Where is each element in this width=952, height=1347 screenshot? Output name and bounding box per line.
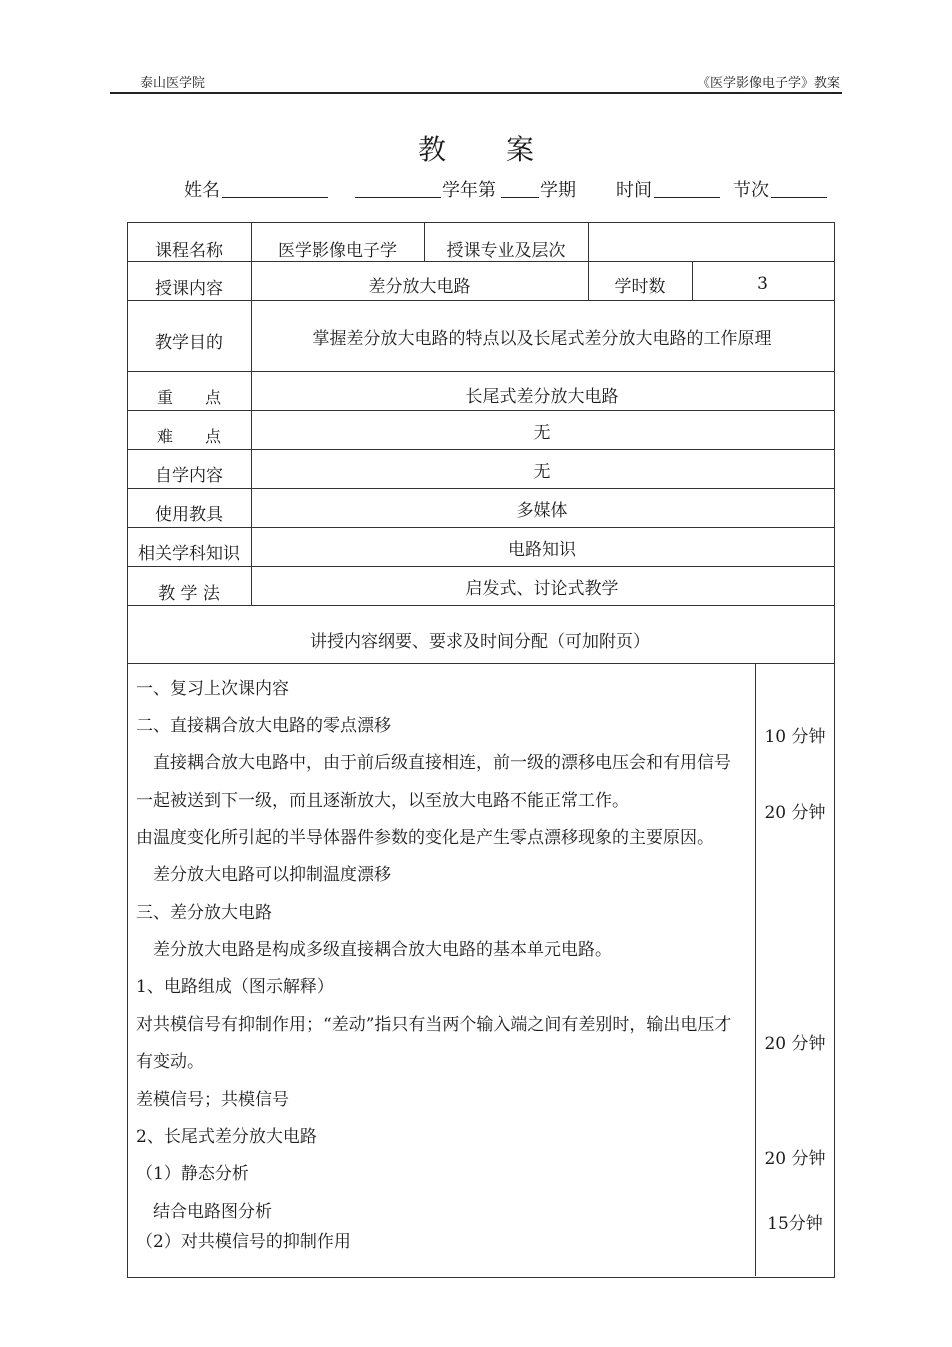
method-value: 启发式、讨论式教学: [465, 578, 619, 599]
self-value: 无: [533, 461, 551, 482]
major-label: 授课专业及层次: [446, 240, 566, 261]
hours-value: 3: [757, 274, 768, 294]
term-blank: [501, 197, 539, 198]
body-line: 一、复习上次课内容: [136, 679, 289, 699]
session-label: 节次: [733, 180, 769, 201]
goal-label: 教学目的: [155, 332, 223, 353]
key-value: 长尾式差分放大电路: [465, 386, 619, 407]
name-label: 姓名: [184, 180, 220, 201]
body-line: （2）对共模信号的抑制作用: [136, 1232, 351, 1252]
time-allocation: 10 分钟: [764, 727, 826, 747]
content-label: 授课内容: [155, 278, 223, 299]
tools-value: 多媒体: [516, 500, 568, 521]
body-line: 差模信号；共模信号: [136, 1090, 289, 1110]
course-name-value: 医学影像电子学: [278, 240, 397, 261]
related-value: 电路知识: [508, 539, 576, 560]
body-line: 三、差分放大电路: [136, 903, 272, 923]
session-blank: [771, 197, 827, 198]
body-line: 结合电路图分析: [136, 1202, 272, 1222]
body-line: 差分放大电路是构成多级直接耦合放大电路的基本单元电路。: [136, 940, 612, 960]
difficult-label: 难 点: [156, 426, 221, 446]
time-blank: [654, 197, 720, 198]
content-value: 差分放大电路: [368, 276, 471, 297]
body-line: 1、电路组成（图示解释）: [136, 977, 334, 997]
term-label: 学期: [540, 180, 576, 201]
body-line: 直接耦合放大电路中，由于前后级直接相连，前一级的漂移电压会和有用信号: [136, 753, 731, 773]
body-line: 2、长尾式差分放大电路: [136, 1127, 317, 1147]
year-label: 学年第: [442, 180, 496, 201]
header-divider: [110, 92, 842, 94]
method-label: 教 学 法: [158, 583, 220, 604]
row-line: [127, 663, 834, 664]
body-line: 二、直接耦合放大电路的零点漂移: [136, 716, 391, 736]
body-line: （1）静态分析: [136, 1164, 249, 1184]
related-label: 相关学科知识: [138, 543, 240, 564]
name-blank: [222, 197, 328, 198]
course-name-label: 课程名称: [155, 240, 223, 261]
header-school: 泰山医学院: [140, 76, 206, 91]
time-label: 时间: [616, 180, 652, 201]
self-label: 自学内容: [155, 465, 223, 486]
difficult-value: 无: [533, 422, 551, 443]
year-blank: [355, 197, 441, 198]
time-allocation: 20 分钟: [764, 803, 826, 823]
tools-label: 使用教具: [155, 504, 223, 525]
time-allocation: 15分钟: [767, 1214, 823, 1234]
body-line: 有变动。: [136, 1052, 204, 1072]
hours-label: 学时数: [614, 276, 666, 297]
col-line: [755, 663, 756, 1276]
time-allocation: 20 分钟: [764, 1034, 826, 1054]
row-line: [127, 371, 834, 372]
body-line: 一起被送到下一级，而且逐渐放大，以至放大电路不能正常工作。: [136, 791, 629, 811]
header-course-title: 《医学影像电子学》教案: [696, 76, 840, 91]
goal-value: 掌握差分放大电路的特点以及长尾式差分放大电路的工作原理: [312, 328, 772, 349]
body-line: 差分放大电路可以抑制温度漂移: [136, 865, 391, 885]
time-allocation: 20 分钟: [764, 1149, 826, 1169]
key-label: 重 点: [156, 387, 221, 407]
page-title: 教案: [417, 133, 594, 166]
outline-header: 讲授内容纲要、要求及时间分配（可加附页）: [310, 631, 650, 652]
body-line: 由温度变化所引起的半导体器件参数的变化是产生零点漂移现象的主要原因。: [136, 828, 714, 848]
body-line: 对共模信号有抑制作用；“差动”指只有当两个输入端之间有差别时，输出电压才: [136, 1015, 732, 1035]
